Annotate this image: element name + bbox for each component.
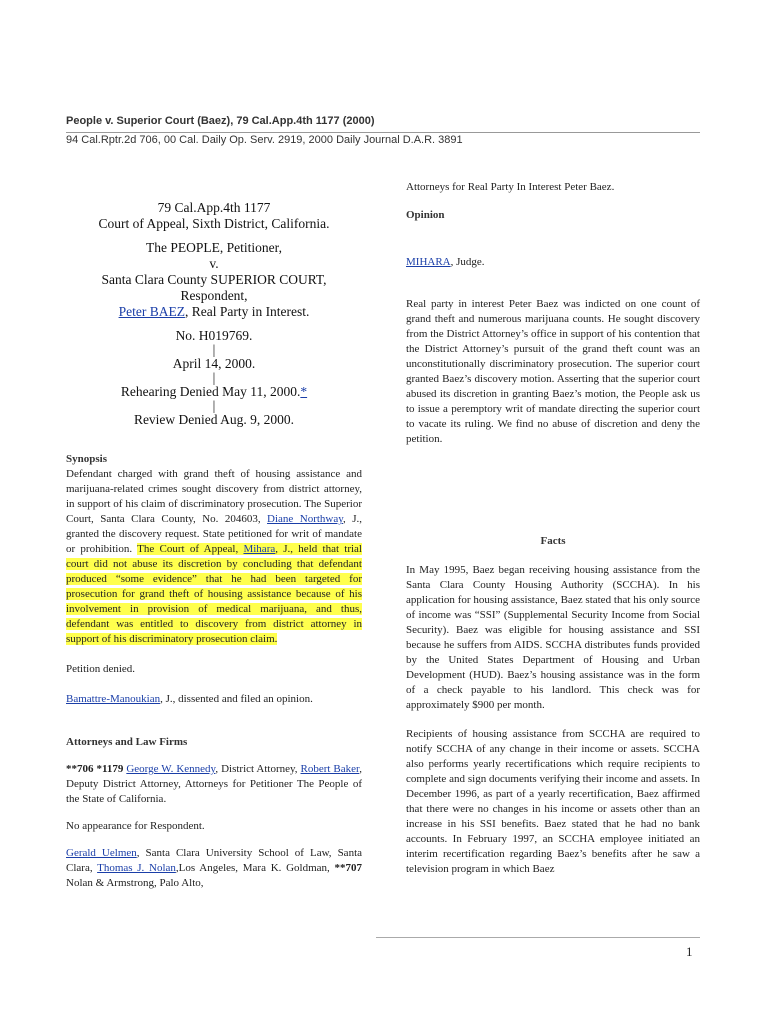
footer-rule	[376, 937, 700, 938]
respondent-line-2: Respondent,	[180, 288, 248, 303]
attorney-uelmen-link[interactable]: Gerald Uelmen	[66, 847, 137, 859]
attorney-nolan-link[interactable]: Thomas J. Nolan	[97, 862, 176, 874]
peter-baez-link[interactable]: Peter BAEZ	[118, 304, 185, 319]
separator-bar: |	[212, 342, 216, 357]
petitioner-attorneys: **706 *1179 George W. Kennedy, District Attorney, Robert Baker, Deputy District Attorney, Attorneys for Petitioner The People of the State of California.	[66, 763, 363, 805]
parallel-citations: 94 Cal.Rptr.2d 706, 00 Cal. Daily Op. Serv. 2919, 2000 Daily Journal D.A.R. 3891	[66, 134, 463, 146]
reporter-citation: 79 Cal.App.4th 1177	[157, 200, 271, 215]
petitioner: The PEOPLE, Petitioner,	[146, 240, 282, 255]
dissent-line: Bamattre-Manoukian, J., dissented and filed an opinion.	[66, 693, 313, 705]
review-denied: Review Denied Aug. 9, 2000.	[133, 412, 295, 427]
page-number: 1	[686, 944, 693, 959]
synopsis-text: Defendant charged with grand theft of housing assistance and marijuana-related crimes sought discovery from district attorney, in support of his claim of discriminatory prosecution. The Superior Court, Santa Clara County, No. 204603, Diane Northway, J., granted the discovery request. State petitioned for writ of mandate or prohibition. The Court of Appeal, Mihara, J., held that trial court did not abuse its discretion by concluding that defendant produced “some evidence” that he had been targeted for prosecution for grand theft of housing assistance because of his involvement in provision of medical marijuana, and thus, defendant was entitled to discovery from district attorney in support of his discriminatory prosecution claim.	[66, 468, 362, 645]
court-name: Court of Appeal, Sixth District, California.	[98, 216, 330, 231]
left-column	[66, 200, 362, 891]
facts-paragraph-2: Recipients of housing assistance from SCCHA are required to notify SCCHA of any change in their income or assets. SCCHA also performs yearly recertifications which require recipients to complete and sign documents verifying their income and assets. In December 1996, as part of a yearly recertification, Baez affirmed that there were no changes in his income or assets other than an increase in his SSI benefits. Baez stated that he had no bank accounts. In February 1997, an SCCHA employee initiated an interim recertification regarding Baez’s benefits after he saw a television program in which Baez	[406, 728, 700, 875]
respondent-line-1: Santa Clara County SUPERIOR COURT,	[101, 272, 327, 287]
versus: v.	[209, 256, 219, 271]
attorneys-heading: Attorneys and Law Firms	[66, 736, 188, 748]
opinion-author: MIHARA, Judge.	[406, 256, 485, 268]
petition-denied: Petition denied.	[66, 663, 136, 675]
real-party-attorneys: Gerald Uelmen, Santa Clara University School of Law, Santa Clara, Thomas J. Nolan,Los Angeles, Mara K. Goldman, **707 Nolan & Armstrong, Palo Alto,	[66, 847, 363, 889]
attorney-baker-link[interactable]: Robert Baker	[300, 763, 360, 775]
case-title: People v. Superior Court (Baez), 79 Cal.App.4th 1177 (2000)	[66, 115, 375, 127]
case-caption	[66, 200, 362, 428]
synopsis-heading: Synopsis	[66, 453, 107, 465]
separator-bar: |	[212, 370, 216, 385]
facts-paragraph-1: In May 1995, Baez began receiving housing assistance from the Santa Clara County Housing Authority (SCCHA). In his application for housing assistance, Baez stated that his only source of income was “SSI” (Supplemental Security Income from Social Security). Baez was eligible for housing assistance and SSI because he suffers from AIDS. SCCHA distributes funds provided by the United States Department of Housing and Urban Development (HUD). Baez’s housing assistance was in the form of a check payable to his landlord. This check was for approximately $900 per month.	[406, 564, 700, 711]
judge-mihara-author-link[interactable]: MIHARA	[406, 256, 451, 268]
opinion-heading: Opinion	[406, 209, 445, 221]
judge-bamattre-link[interactable]: Bamattre-Manoukian	[66, 693, 161, 705]
judge-northway-link[interactable]: Diane Northway	[267, 513, 344, 525]
real-party-rest: , Real Party in Interest.	[184, 304, 310, 319]
attorney-kennedy-link[interactable]: George W. Kennedy	[126, 763, 216, 775]
docket-number: No. H019769.	[175, 328, 253, 343]
rehearing-denied: Rehearing Denied May 11, 2000.*	[120, 384, 308, 399]
right-column	[406, 180, 700, 877]
opinion-paragraph-1: Real party in interest Peter Baez was indicted on one count of grand theft and numerous marijuana counts. He sought discovery from the District Attorney’s office in support of his contention that the District Attorney’s pursuit of the grand theft count was an unconstitutionally discriminatory prosecution. The superior court granted Baez’s discovery motion. Asserting that the superior court abused its discretion in granting Baez’s motion, the People ask us to issue a peremptory writ of mandate directing the superior court to vacate its ruling. We find no abuse of discretion and deny the petition.	[406, 298, 700, 445]
judge-mihara-link[interactable]: Mihara	[243, 543, 276, 555]
respondent-appearance: No appearance for Respondent.	[66, 820, 205, 832]
facts-heading: Facts	[540, 535, 566, 547]
highlighted-holding: The Court of Appeal, Mihara, J., held that trial court did not abuse its discretion by concluding that defendant produced “some evidence” that he had been targeted for prosecution for grand theft of housing assistance because of his involvement in provision of medical marijuana, and thus, defendant was entitled to discovery from district attorney in support of his discriminatory prosecution claim.	[66, 543, 362, 645]
decision-date: April 14, 2000.	[172, 356, 256, 371]
header-rule	[66, 132, 700, 133]
attorneys-continued: Attorneys for Real Party In Interest Peter Baez.	[406, 181, 615, 193]
real-party-line	[66, 304, 362, 320]
separator-bar: |	[212, 398, 216, 413]
footnote-link[interactable]: *	[300, 384, 308, 399]
